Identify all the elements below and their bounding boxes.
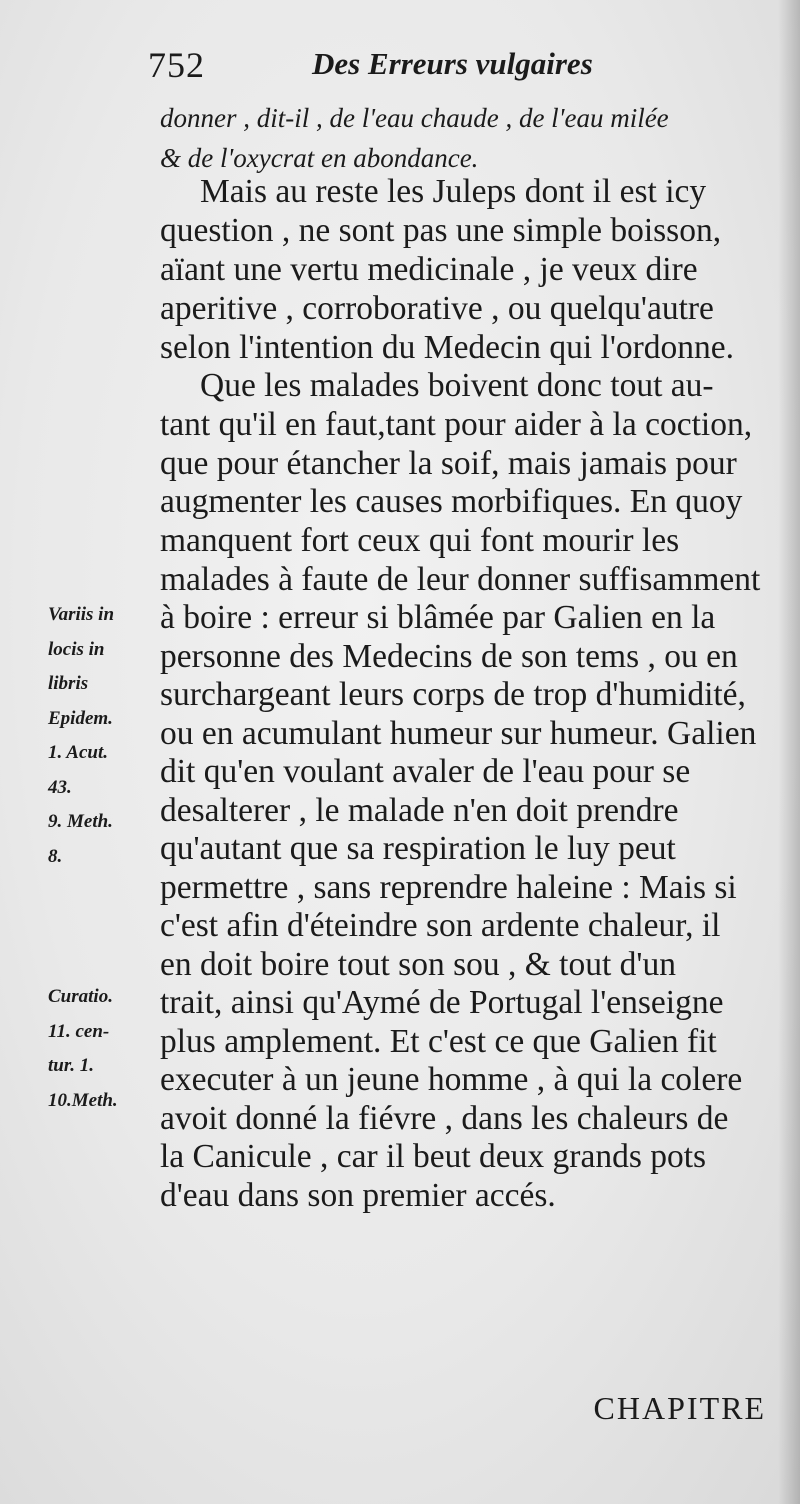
margin-note-line: Epidem. (48, 707, 113, 729)
margin-note-line: 43. (48, 776, 72, 798)
text-line: que pour étancher la soif, mais jamais pour (160, 445, 737, 482)
text-line: ou en acumulant humeur sur humeur. Galien (160, 715, 757, 752)
text-line: trait, ainsi qu'Aymé de Portugal l'enseigne (160, 984, 724, 1021)
text-line: question , ne sont pas une simple boisson, (160, 212, 722, 249)
running-title: Des Erreurs vulgaires (312, 46, 593, 81)
text-line: aperitive , corroborative , ou quelqu'autre (160, 290, 714, 327)
text-line: desalterer , le malade n'en doit prendre (160, 792, 679, 829)
text-line: Que les malades boivent donc tout au- (200, 367, 714, 404)
text-line: dit qu'en voulant avaler de l'eau pour se (160, 753, 691, 790)
text-line: c'est afin d'éteindre son ardente chaleur, il (160, 907, 721, 944)
margin-note-line: 8. (48, 845, 63, 867)
margin-note-line: 11. cen- (48, 1020, 110, 1042)
margin-note (48, 980, 152, 1118)
text-line: plus amplement. Et c'est ce que Galien fit (160, 1023, 717, 1060)
margin-note-line: Curatio. (48, 986, 113, 1007)
margin-note-line: 10.Meth. (48, 1089, 118, 1111)
page-edge-shadow (778, 0, 800, 1504)
margin-note-line: 1. Acut. (48, 742, 108, 763)
margin-note-line: tur. 1. (48, 1055, 94, 1076)
text-line: aïant une vertu medicinale , je veux dire (160, 251, 698, 288)
text-line: executer à un jeune homme , à qui la colere (160, 1061, 743, 1098)
page-header (148, 44, 668, 94)
margin-note-line: locis in (48, 638, 105, 660)
text-line: la Canicule , car il beut deux grands pots (160, 1138, 707, 1175)
text-line: permettre , sans reprendre haleine : Mais si (160, 869, 737, 906)
text-line: d'eau dans son premier accés. (160, 1177, 556, 1214)
text-line: qu'autant que sa respiration le luy peut (160, 830, 676, 867)
margin-note (48, 598, 152, 874)
text-line: manquent fort ceux qui font mourir les (160, 522, 680, 559)
margin-note-line: libris (48, 673, 89, 694)
text-line: tant qu'il en faut,tant pour aider à la coction, (160, 406, 753, 443)
text-line: à boire : erreur si blâmée par Galien en la (160, 599, 716, 636)
text-line: personne des Medecins de son tems , ou en (160, 638, 738, 675)
text-line: augmenter les causes morbifiques. En quoy (160, 483, 743, 520)
margin-note-line: 9. Meth. (48, 811, 113, 832)
text-line: surchargeant leurs corps de trop d'humidité, (160, 676, 746, 713)
margin-note-line: Variis in (48, 604, 115, 625)
text-line: donner , dit-il , de l'eau chaude , de l'eau milée (160, 103, 669, 133)
text-line: malades à faute de leur donner suffisamment (160, 561, 761, 598)
page-number: 752 (148, 45, 205, 85)
text-line: en doit boire tout son sou , & tout d'un (160, 946, 676, 983)
text-line: selon l'intention du Medecin qui l'ordonne. (160, 329, 735, 366)
text-line: Mais au reste les Juleps dont il est icy (200, 173, 707, 210)
text-line: avoit donné la fiévre , dans les chaleurs de (160, 1100, 729, 1137)
catchword: CHAPITRE (593, 1390, 766, 1426)
text-line: & de l'oxycrat en abondance. (160, 143, 479, 173)
